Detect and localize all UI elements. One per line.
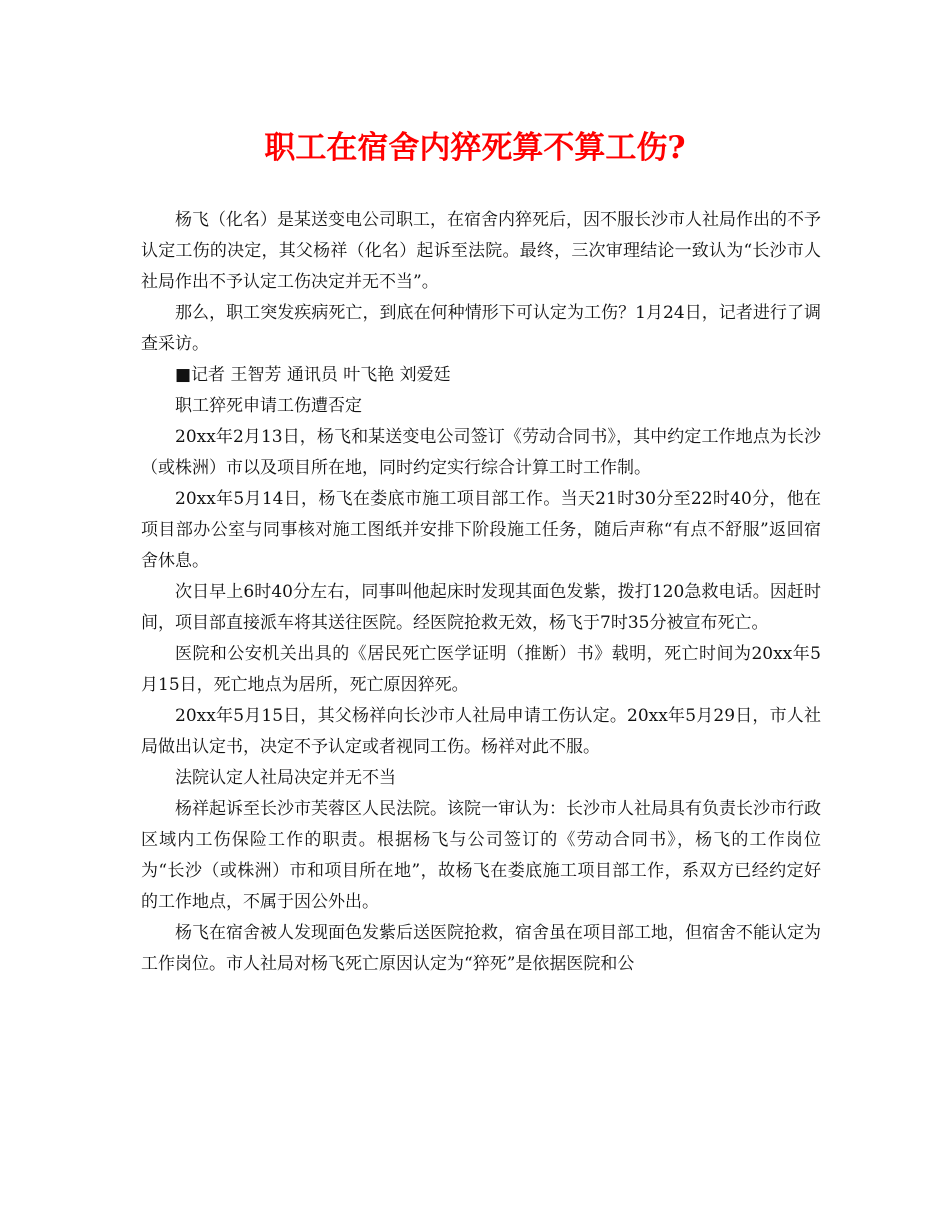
byline: ■记者 王智芳 通讯员 叶飞艳 刘爱廷	[175, 365, 451, 385]
paragraph: 杨飞（化名）是某送变电公司职工，在宿舍内猝死后，因不服长沙市人社局作出的不予认定工伤的决定，其父杨祥（化名）起诉至法院。最终，三次审理结论一致认为“长沙市人社局作出不予认定工伤决定并无不当”。	[141, 210, 821, 292]
document-title: 职工在宿舍内猝死算不算工伤?	[264, 130, 686, 166]
paragraph: 那么，职工突发疾病死亡，到底在何种情形下可认定为工伤？1月24日，记者进行了调查采访。	[141, 303, 821, 354]
paragraph: 20xx年5月15日，其父杨祥向长沙市人社局申请工伤认定。20xx年5月29日，市人社局做出认定书，决定不予认定或者视同工伤。杨祥对此不服。	[141, 706, 821, 757]
section-heading: 法院认定人社局决定并无不当	[175, 768, 396, 788]
paragraph: 杨祥起诉至长沙市芙蓉区人民法院。该院一审认为：长沙市人社局具有负责长沙市行政区域内工伤保险工作的职责。根据杨飞与公司签订的《劳动合同书》，杨飞的工作岗位为“长沙（或株洲）市和项目所在地”，故杨飞在娄底施工项目部工作，系双方已经约定好的工作地点，不属于因公外出。	[141, 799, 821, 912]
paragraph: 20xx年5月14日，杨飞在娄底市施工项目部工作。当天21时30分至22时40分，他在项目部办公室与同事核对施工图纸并安排下阶段施工任务，随后声称“有点不舒服”返回宿舍休息。	[141, 489, 821, 571]
section-heading: 职工猝死申请工伤遭否定	[175, 396, 362, 416]
paragraph: 次日早上6时40分左右，同事叫他起床时发现其面色发紫，拨打120急救电话。因赶时间，项目部直接派车将其送往医院。经医院抢救无效，杨飞于7时35分被宣布死亡。	[141, 582, 821, 633]
paragraph: 医院和公安机关出具的《居民死亡医学证明（推断）书》载明，死亡时间为20xx年5月15日，死亡地点为居所，死亡原因猝死。	[141, 644, 821, 695]
paragraph: 20xx年2月13日，杨飞和某送变电公司签订《劳动合同书》，其中约定工作地点为长沙（或株洲）市以及项目所在地，同时约定实行综合计算工时工作制。	[141, 427, 821, 478]
document-body	[141, 205, 821, 980]
paragraph: 杨飞在宿舍被人发现面色发紫后送医院抢救，宿舍虽在项目部工地，但宿舍不能认定为工作岗位。市人社局对杨飞死亡原因认定为“猝死”是依据医院和公	[141, 923, 821, 974]
